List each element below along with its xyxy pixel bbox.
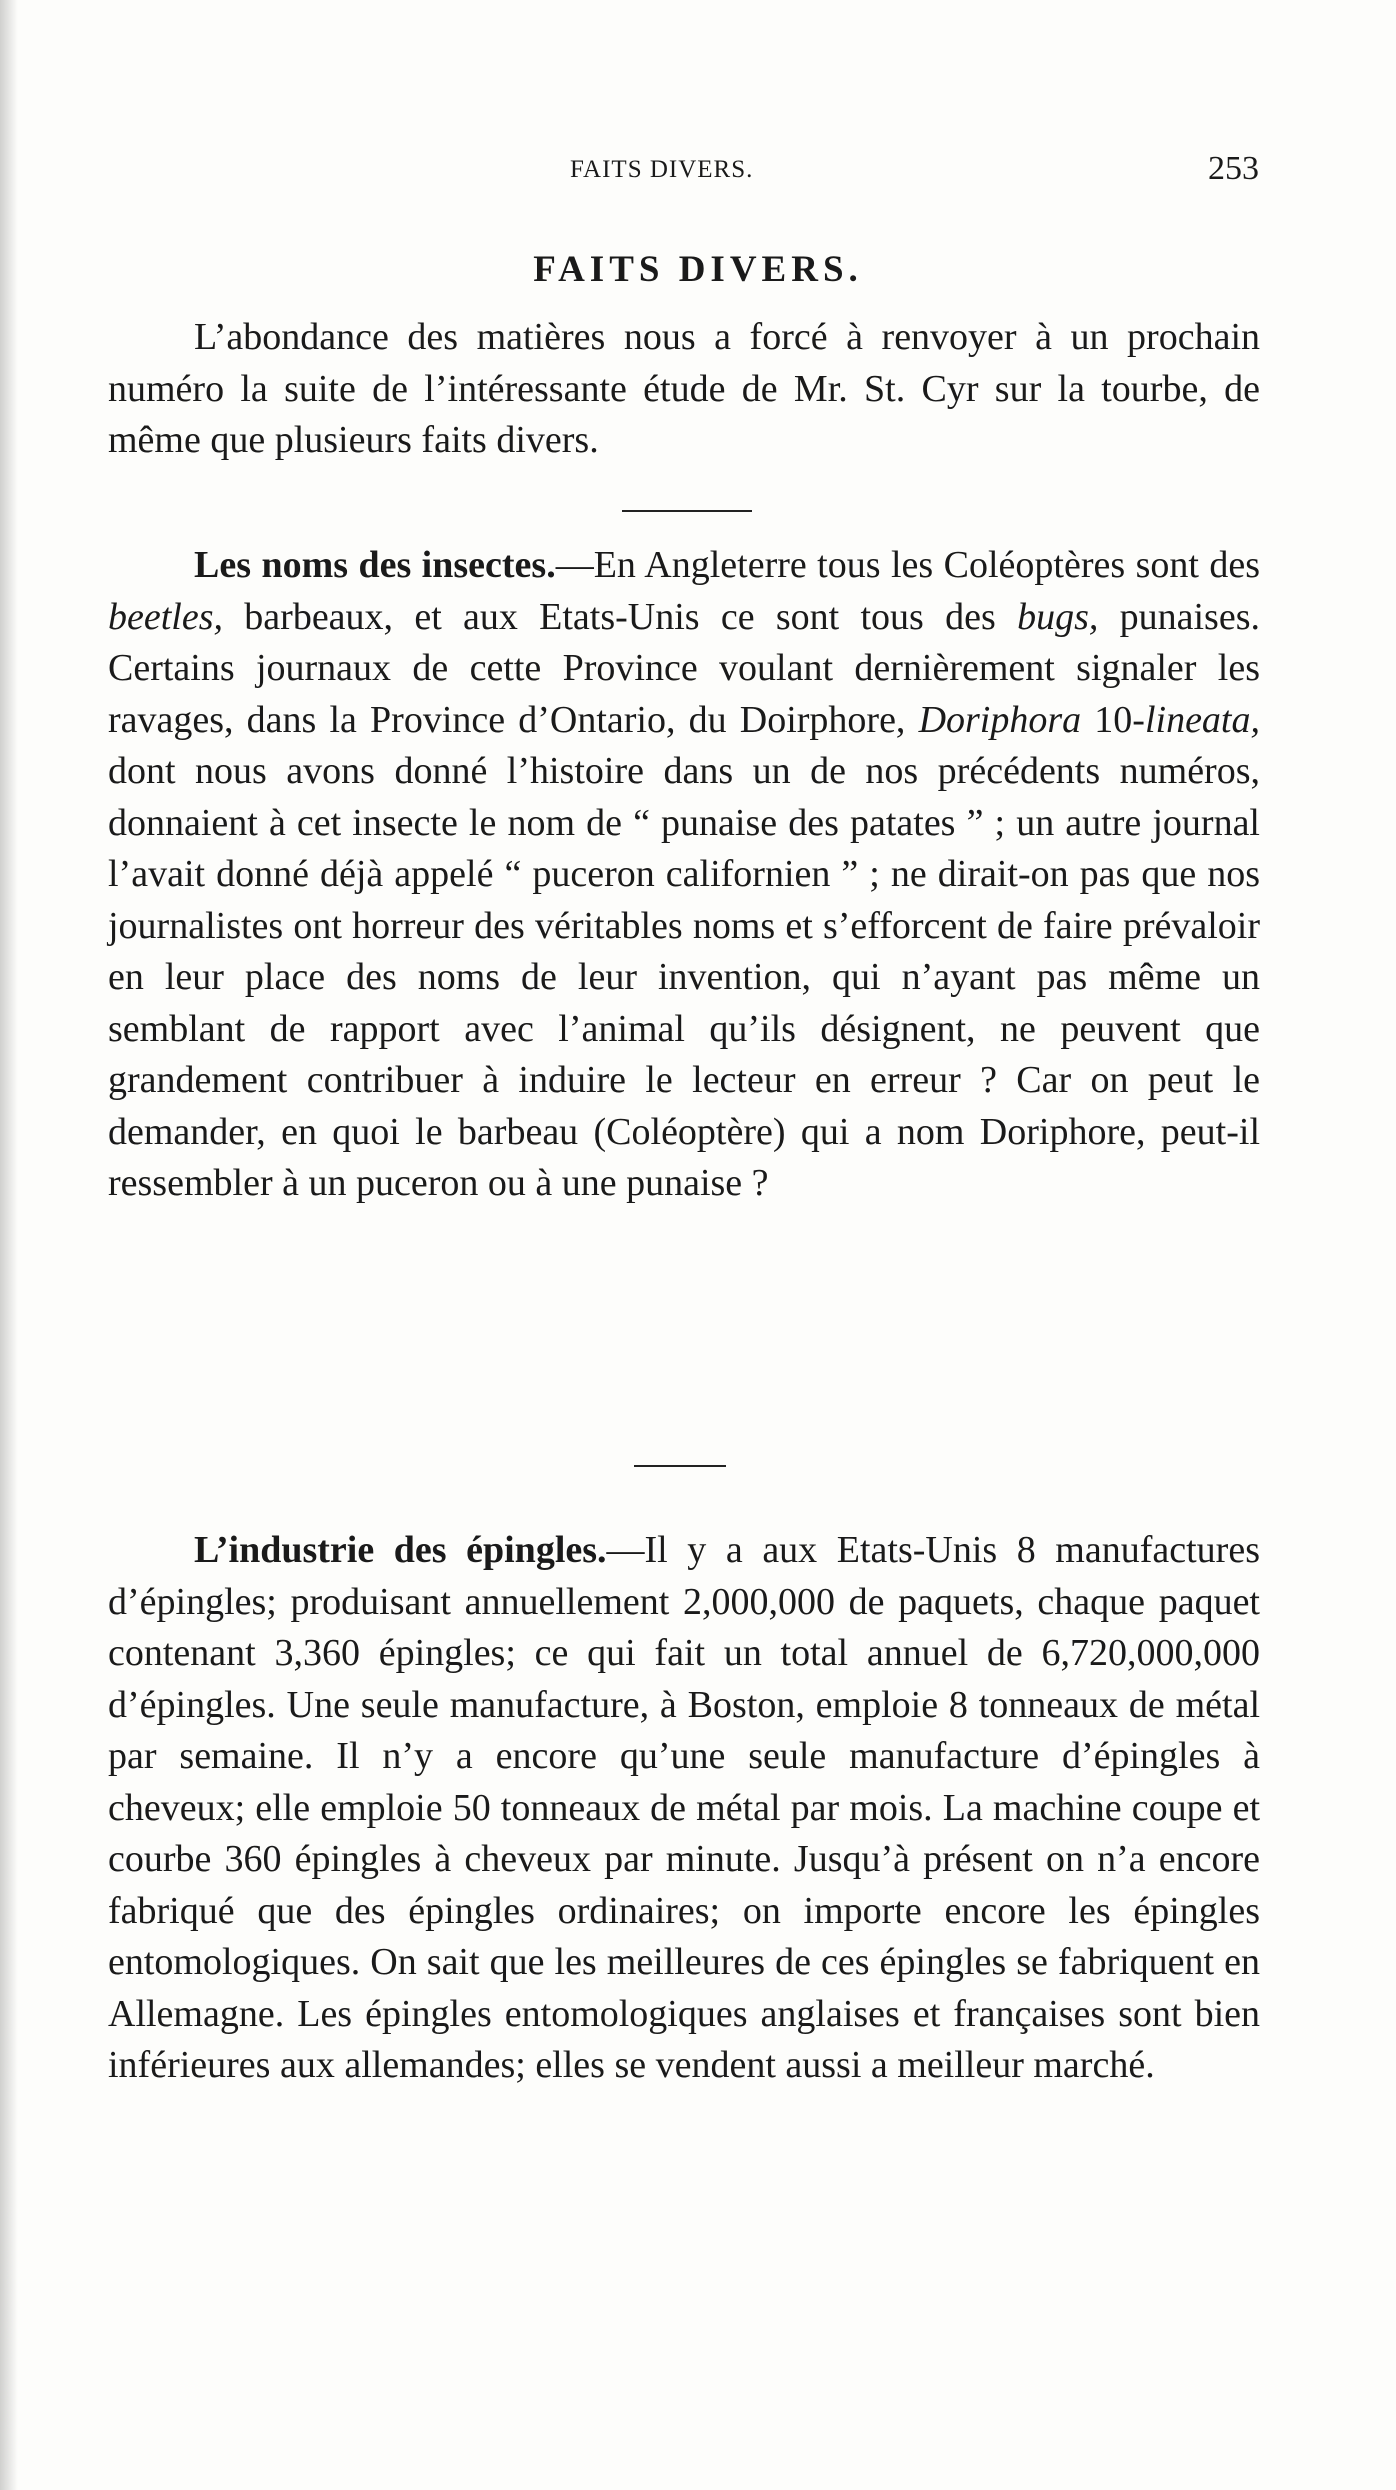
italic-term: lineata,: [1144, 698, 1260, 741]
section-pin-industry: [108, 1525, 1260, 2092]
italic-term: Doriphora: [918, 698, 1082, 741]
intro-text: L’abondance des matières nous a forcé à renvoyer à un prochain numéro la suite de l’intéressante étude de Mr. St. Cyr sur la tourbe, de même que plusieurs faits divers.: [108, 316, 1260, 461]
insect-names-paragraph: [108, 540, 1260, 1210]
section-divider: [634, 1465, 726, 1467]
article-title: FAITS DIVERS.: [533, 249, 863, 290]
running-title: FAITS DIVERS.: [570, 156, 754, 183]
intro-paragraph: [108, 312, 1260, 467]
body-text: —Il y a aux Etats-Unis 8 manufactures d’épingles; produisant annuellement 2,000,000 de paquets, chaque paquet contenant 3,360 épingles; ce qui fait un total annuel de 6,720,000,000 d’épingles. Une seule manufacture, à Boston, emploie 8 tonneaux de métal par semaine. Il n’y a encore qu’une seule manufacture d’épingles à cheveux; elle emploie 50 tonneaux de métal par mois. La machine coupe et courbe 360 épingles à cheveux par minute. Jusqu’à présent on n’a encore fabriqué que des épingles ordinaires; on importe encore les épingles entomologiques. On sait que les meilleures de ces épingles se fabriquent en Allemagne. Les épingles entomologiques anglaises et françaises sont bien inférieures aux allemandes; elles se vendent aussi a meilleur marché.: [108, 1529, 1260, 2086]
body-text: dont nous avons donné l’histoire dans un de nos précédents numéros, donnaient à cet insecte le nom de “ punaise des patates ” ; un autre journal l’avait donné déjà appelé “ puceron californien ” ; ne dirait-on pas que nos journalistes ont horreur des véritables noms et s’efforcent de faire prévaloir en leur place des noms de leur invention, qui n’ayant pas même un semblant de rapport avec l’animal qu’ils désignent, ne peuvent que grandement contribuer à induire le lecteur en erreur ? Car on peut le demander, en quoi le barbeau (Coléoptère) qui a nom Doriphore, peut-il ressembler à un puceron ou à une punaise ?: [108, 750, 1260, 1204]
body-text: punaises. Certains journaux de cette Province voulant dernièrement signaler les ravages, dans la Province d’Ontario, du Doirphore,: [108, 595, 1261, 741]
italic-term: bugs,: [1017, 595, 1099, 638]
page-number: 253: [1208, 150, 1259, 187]
page-edge-shadow: [0, 0, 18, 2490]
body-text: barbeaux, et aux Etats-Unis ce sont tous des: [223, 595, 1018, 638]
body-text: 10-: [1081, 698, 1145, 741]
section-heading: Les noms des insectes.: [194, 544, 556, 586]
pin-industry-paragraph: [108, 1525, 1260, 2092]
section-insect-names: [108, 540, 1260, 1210]
body-text: —En Angleterre tous les Coléoptères sont des: [555, 544, 1261, 586]
running-header: [0, 150, 1396, 200]
section-divider: [622, 510, 752, 512]
section-heading: L’industrie des épingles.: [194, 1529, 607, 1571]
italic-term: beetles,: [108, 595, 224, 638]
